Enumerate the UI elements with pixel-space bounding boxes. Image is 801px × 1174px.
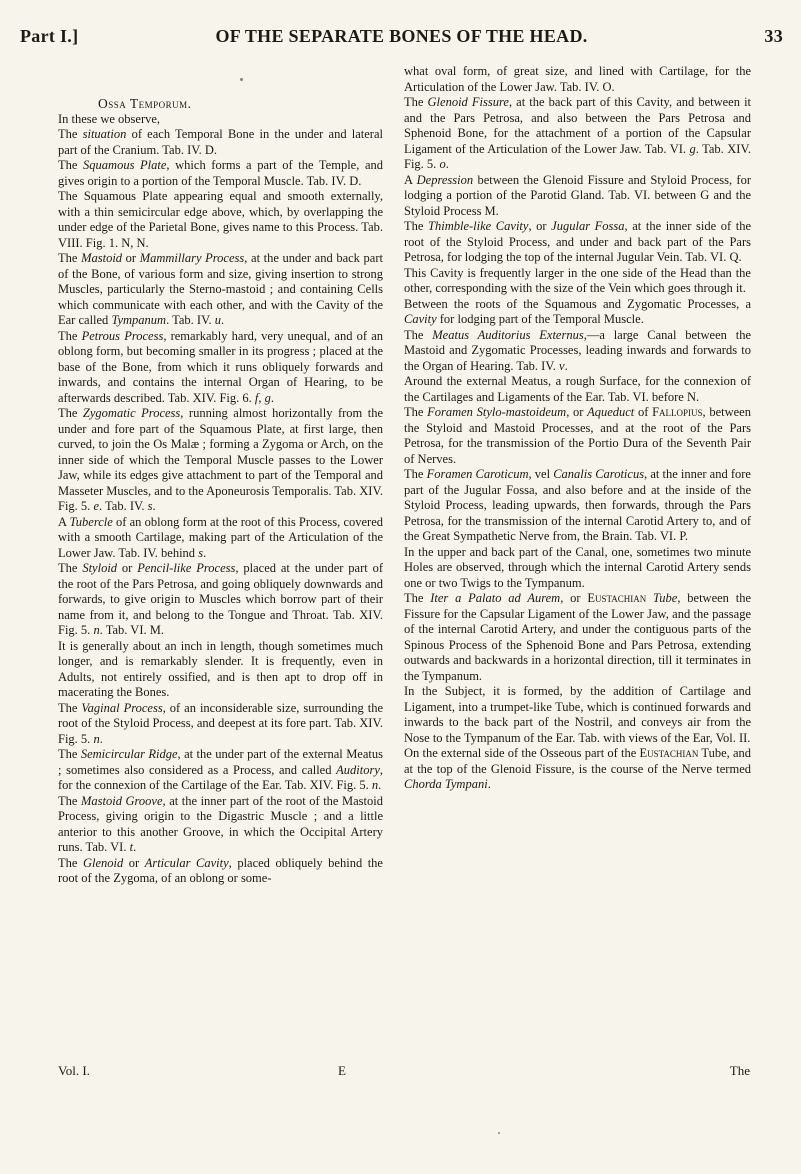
paragraph: Around the external Meatus, a rough Surface, for the connexion of the Cartilages and Ligaments of the Ear. Tab. VI. before N. (404, 374, 751, 404)
left-column (58, 96, 383, 887)
signature-mark: E (338, 1063, 346, 1078)
right-column-body (404, 64, 751, 793)
paragraph: The Petrous Process, remarkably hard, very unequal, and of an oblong form, but becoming smaller in its progress ; placed at the base of the Bone, from which it runs obliquely forwards and inwards, and contains the internal Organ of Hearing, to be afterwards described. Tab. XIV. Fig. 6. f, g. (58, 328, 383, 405)
paragraph: The Foramen Stylo-mastoideum, or Aqueduct of Fallopius, between the Styloid and Mastoid Processes, and at the root of the Pars Petrosa, for the transmission of the Portio Dura of the Seventh Pair of Nerves. (404, 405, 751, 466)
left-column-body (58, 112, 383, 887)
paragraph: A Tubercle of an oblong form at the root of this Process, covered with a smooth Cartilage, making part of the Articulation of the Lower Jaw. Tab. IV. behind s. (58, 514, 383, 560)
paragraph: On the external side of the Osseous part of the Eustachian Tube, and at the top of the Glenoid Fissure, is the course of the Nerve termed Chorda Tympani. (404, 746, 751, 791)
paragraph: The Styloid or Pencil-like Process, placed at the under part of the root of the Pars Petrosa, and going obliquely downwards and forwards, to give origin to Muscles which borrow part of their name from it, and belong to the Tongue and Throat. Tab. XIV. Fig. 5. n. Tab. VI. M. (58, 561, 384, 637)
paper-speck (240, 78, 243, 81)
paragraph: In the Subject, it is formed, by the addition of Cartilage and Ligament, into a trumpet-like Tube, which is continued forwards and inwards to the back part of the Nostril, and conveys air from the Nose to the Tympanum of the Ear. Tab. with views of the Ear, Vol. II. (404, 684, 751, 745)
paragraph: The Vaginal Process, of an inconsiderable size, surrounding the root of the Styloid Process, and deepest at its fore part. Tab. XIV. Fig. 5. n. (58, 700, 383, 746)
section-title: Ossa Temporum. (98, 96, 192, 111)
catchword: The (729, 1063, 750, 1078)
paragraph: This Cavity is frequently larger in the one side of the Head than the other, corresponding with the size of the Vein which goes through it. (404, 265, 751, 295)
paragraph: A Depression between the Glenoid Fissure and Styloid Process, for lodging a portion of the Parotid Gland. Tab. VI. between G and the Styloid Process M. (404, 172, 751, 218)
paragraph: It is generally about an inch in length, though sometimes much longer, and is remarkably slender. It is frequently, even in Adults, not entirely ossified, and is then apt to drop off in macerating the Bones. (58, 638, 383, 699)
paragraph: The Thimble-like Cavity, or Jugular Fossa, at the inner side of the root of the Styloid Process, and under and back part of the Pars Petrosa, for lodging the top of the internal Jugular Vein. Tab. VI. Q. (404, 219, 751, 264)
paragraph: The Squamous Plate appearing equal and smooth externally, with a thin semicircular edge above, which, by overlapping the under edge of the Parietal Bone, gives name to this Process. Tab. VIII. Fig. 1. N, N. (58, 189, 383, 250)
running-head-title: OF THE SEPARATE BONES OF THE HEAD. (215, 26, 588, 46)
paragraph: The Foramen Caroticum, vel Canalis Caroticus, at the inner and fore part of the Jugular Fossa, and also before and at the inside of the Styloid Process, leading upwards, then forwards, through the Pars Petrosa, for the transmission of the internal Carotid Artery to, and of the Great Sympathetic Nerve from, the Brain. Tab. VI. P. (404, 467, 751, 543)
paragraph: what oval form, of great size, and lined with Cartilage, for the Articulation of the Lower Jaw. Tab. IV. O. (404, 64, 751, 94)
running-head-part: Part I.] (20, 26, 79, 46)
running-head (20, 26, 783, 52)
page-number: 33 (764, 26, 783, 46)
paragraph: The Squamous Plate, which forms a part of the Temple, and gives origin to a portion of the Temporal Muscle. Tab. IV. D. (58, 158, 383, 188)
paragraph: The Glenoid or Articular Cavity, placed obliquely behind the root of the Zygoma, of an oblong or some- (58, 855, 383, 885)
paragraph: The Mastoid Groove, at the inner part of the root of the Mastoid Process, giving origin to the Digastric Muscle ; and a little anterior to this another Groove, in which the Occipital Artery runs. Tab. VI. t. (58, 793, 383, 854)
paragraph: In these we observe, (58, 111, 161, 126)
paragraph: The Glenoid Fissure, at the back part of this Cavity, and between it and the Pars Petrosa, and also between the Pars Petrosa and Sphenoid Bone, for the attachment of a portion of the Capsular Ligament of the Articulation of the Lower Jaw. Tab. VI. g. Tab. XIV. Fig. 5. o. (404, 95, 752, 171)
paragraph: The Iter a Palato ad Aurem, or Eustachian Tube, between the Fissure for the Capsular Ligament of the Lower Jaw, and the passage of the internal Carotid Artery, and under the contiguous parts of the Spinous Process of the Sphenoid Bone and Pars Petrosa, extending outwards and backwards in a horizontal direction, till it terminates in the Tympanum. (404, 591, 751, 683)
paragraph: In the upper and back part of the Canal, one, sometimes two minute Holes are observed, through which the internal Carotid Artery sends one or two Twigs to the Tympanum. (404, 544, 751, 590)
paragraph: The Mastoid or Mammillary Process, at the under and back part of the Bone, of various form and size, giving insertion to strong Muscles, particularly the Sterno-mastoid ; and containing Cells which communicate with each other, and with the Cavity of the Ear called Tympanum. Tab. IV. u. (58, 251, 383, 327)
right-column (404, 64, 751, 793)
page-footer (58, 1063, 750, 1081)
paragraph: The Meatus Auditorius Externus,—a large Canal between the Mastoid and Zygomatic Processes, leading inwards and forwards to the Organ of Hearing. Tab. IV. v. (404, 327, 751, 373)
paragraph: The situation of each Temporal Bone in the under and lateral part of the Cranium. Tab. IV. D. (58, 127, 383, 157)
paper-speck (498, 1132, 500, 1134)
paragraph: The Zygomatic Process, running almost horizontally from the under and fore part of the Squamous Plate, at first large, then curved, to join the Os Malæ ; forming a Zygoma or Arch, on the inner side of which the Temporal Muscle passes to the Lower Jaw, while its edges give attachment to part of the Temporal and Masseter Muscles, and to the Aponeurosis Temporalis. Tab. XIV. Fig. 5. e. Tab. IV. s. (58, 406, 384, 513)
paragraph: The Semicircular Ridge, at the under part of the external Meatus ; sometimes also considered as a Process, and called Auditory, for the connexion of the Cartilage of the Ear. Tab. XIV. Fig. 5. n. (58, 747, 383, 792)
paragraph: Between the roots of the Squamous and Zygomatic Processes, a Cavity for lodging part of the Temporal Muscle. (404, 296, 751, 326)
volume-label: Vol. I. (58, 1063, 90, 1078)
